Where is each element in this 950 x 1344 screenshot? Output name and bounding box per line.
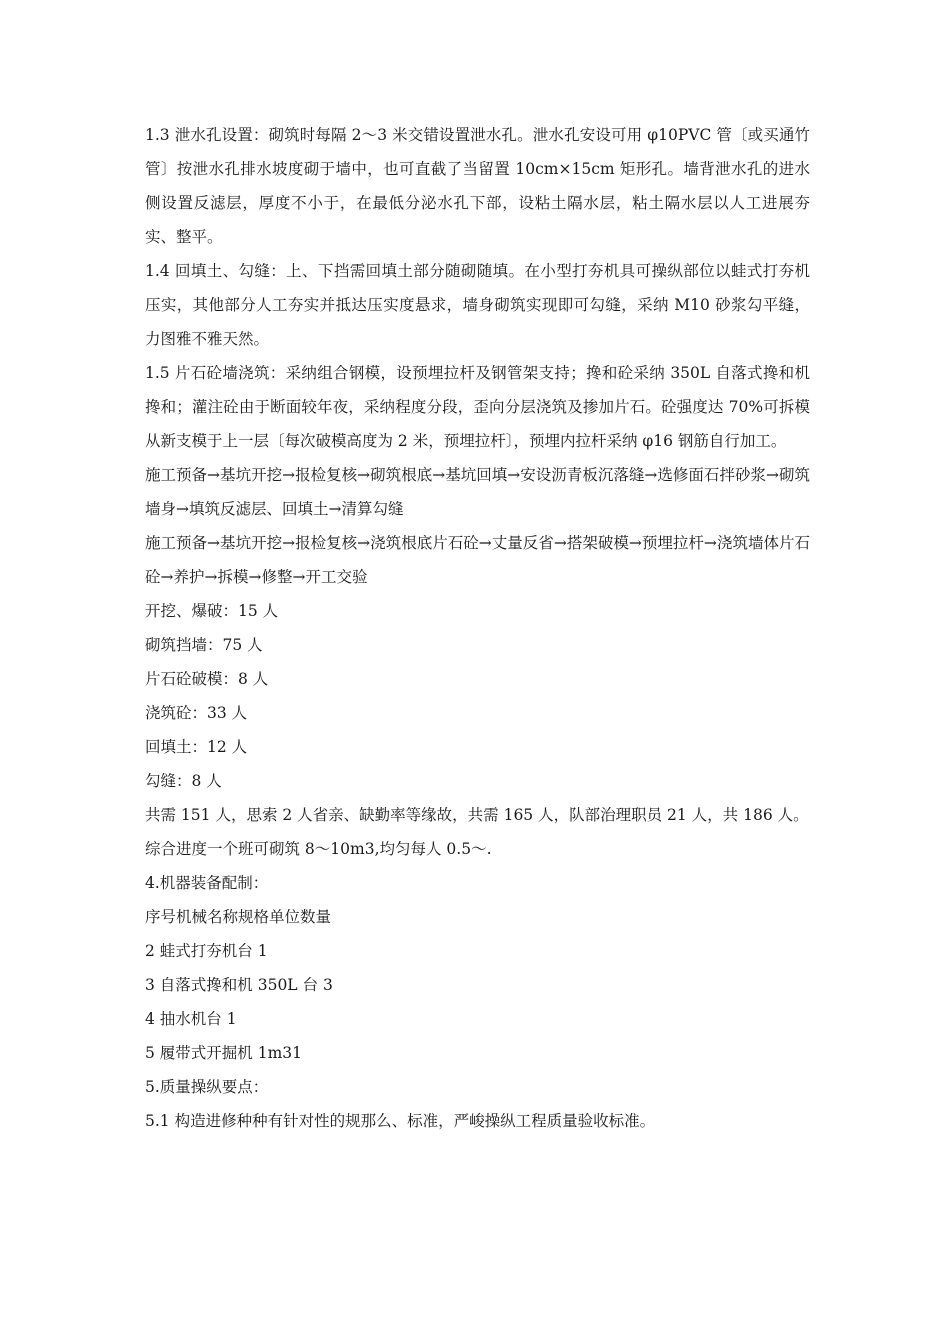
para-process-concrete: 施工预备→基坑开挖→报检复核→浇筑根底片石砼→丈量反省→搭架破模→预埋拉杆→浇筑墙体片石砼→养护→拆模→修整→开工交验 [145,534,810,586]
labor-total: 共需 151 人，思索 2 人省亲、缺勤率等缘故，共需 165 人，队部治理职员 21 人，共 186 人。 [145,806,809,824]
equipment-row-2: 2 蛙式打夯机台 1 [145,942,268,960]
labor-backfill: 回填土：12 人 [145,738,248,756]
document-page [145,118,810,1138]
para-process-masonry: 施工预备→基坑开挖→报检复核→砌筑根底→基坑回填→安设沥青板沉落缝→选修面石拌砂浆→砌筑墙身→填筑反滤层、回填土→清算勾缝 [145,466,810,518]
equipment-header: 序号机械名称规格单位数量 [145,908,332,926]
labor-masonry: 砌筑挡墙：75 人 [145,636,263,654]
labor-formwork: 片石砼破模：8 人 [145,670,269,688]
labor-pointing: 勾缝：8 人 [145,772,222,790]
section-5-heading: 5.质量操纵要点： [145,1078,269,1096]
equipment-row-4: 4 抽水机台 1 [145,1010,237,1028]
equipment-row-5: 5 履带式开掘机 1m31 [145,1044,302,1062]
labor-pouring: 浇筑砼：33 人 [145,704,248,722]
labor-excavation: 开挖、爆破：15 人 [145,602,279,620]
para-5-1: 5.1 构造进修种种有针对性的规那么、标准，严峻操纵工程质量验收标准。 [145,1112,656,1130]
progress-summary: 综合进度一个班可砌筑 8～10m3,均匀每人 0.5～. [145,840,492,858]
para-1-4-backfill: 1.4 回填土、勾缝：上、下挡需回填土部分随砌随填。在小型打夯机具可操纵部位以蛙式打夯机压实，其他部分人工夯实并抵达压实度悬求，墙身砌筑实现即可勾缝，采纳 M10 砂浆勾平缝，力图雅不雅天然。 [145,262,810,348]
para-1-3-drain-holes: 1.3 泄水孔设置：砌筑时每隔 2～3 米交错设置泄水孔。泄水孔安设可用 φ10PVC 管〔或买通竹管〕按泄水孔排水坡度砌于墙中，也可直截了当留置 10cm×15cm 矩形孔。墙背泄水孔的进水侧设置反滤层，厚度不小于，在最低分泌水孔下部，设粘土隔水层，粘土隔水层以人工进展夯实、整平。 [145,126,810,246]
equipment-row-3: 3 自落式搀和机 350L 台 3 [145,976,333,994]
section-4-heading: 4.机器装备配制： [145,874,269,892]
para-1-5-concrete-wall: 1.5 片石砼墙浇筑：采纳组合钢模，设预埋拉杆及钢管架支持；搀和砼采纳 350L 自落式搀和机搀和；灌注砼由于断面较年夜，采纳程度分段，歪向分层浇筑及掺加片石。砼强度达 70%可拆模从新支模于上一层〔每次破模高度为 2 米，预埋拉杆〕，预埋内拉杆采纳 φ16 钢筋自行加工。 [145,364,810,450]
